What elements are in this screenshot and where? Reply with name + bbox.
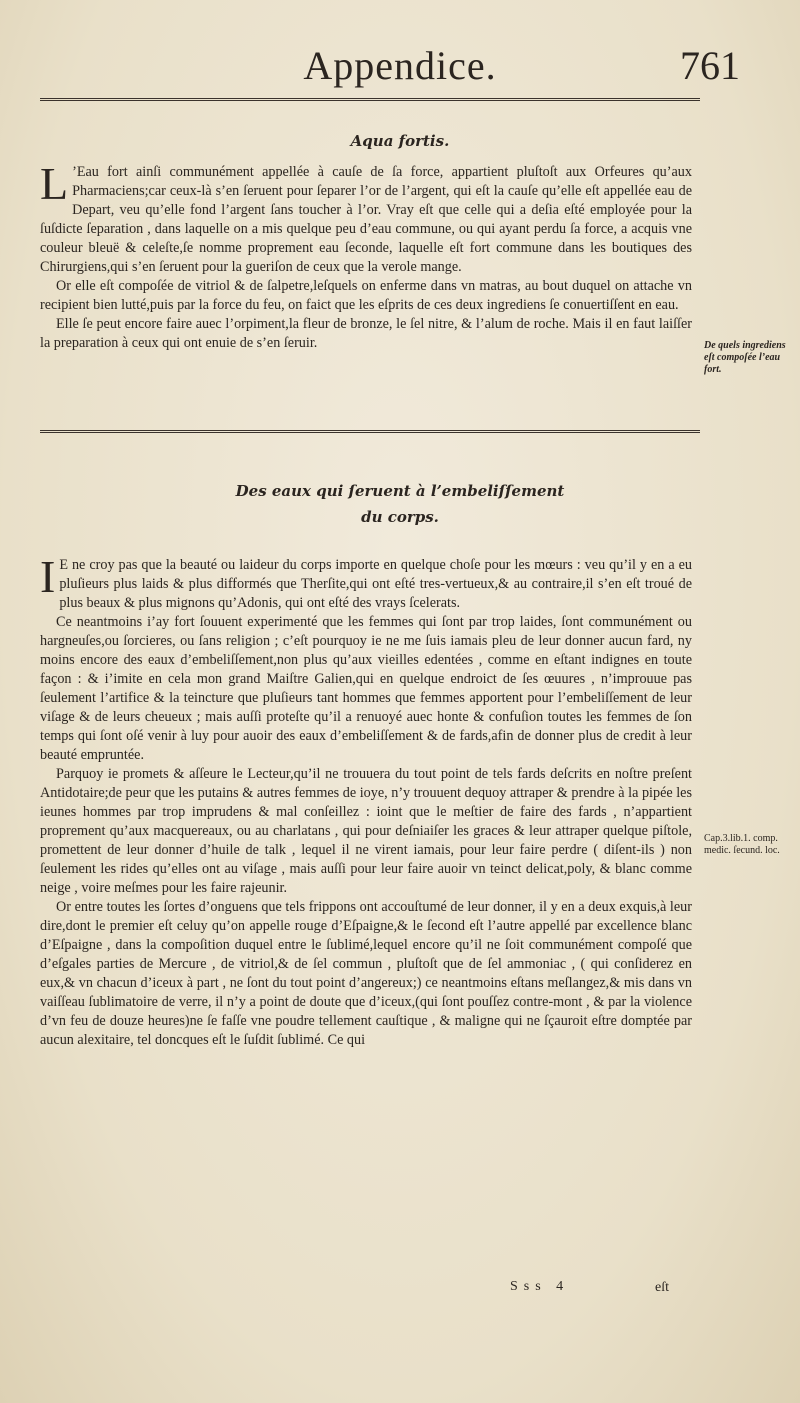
section-aqua-fortis-text xyxy=(40,158,692,353)
section-embellishment-text xyxy=(40,551,692,1050)
running-title: Appendice. xyxy=(303,43,497,88)
paragraph: L ’Eau fort ainſi communément appellée à cauſe de ſa force, appartient pluſtoſt aux Orfeures qu’aux Pharmaciens;car ceux-là s’en ſeruent pour ſeparer l’or de l’argent, qui eſt la cauſe qu’elle eſt appellée eau de Depart, veu qu’elle fond l’argent ſans toucher à l’or. Vray eſt que celle qui a deſia eſté employée pour la ſuſdicte ſeparation , dans laquelle on a mis quelque peu d’eau commune, ou qui ayant perdu ſa force, a acquis vne couleur bleuë & celeſte,ſe nomme proprement eau ſeconde, laquelle eſt fort commune dans les boutiques des Chirurgiens,qui s’en ſeruent pour la gueriſon de ceux que la verole mange. xyxy=(40,158,692,275)
catchword: eſt xyxy=(655,1280,669,1295)
section-title-line: Des eaux qui ſeruent à l’embeliſſement xyxy=(235,482,565,500)
drop-cap: L xyxy=(40,158,69,209)
page-header xyxy=(30,42,770,92)
paragraph: Elle ſe peut encore faire auec l’orpiment,la fleur de bronze, le ſel nitre, & l’alum de roche. Mais il en faut laiſſer la preparation à ceux qui ont enuie de s’en ſeruir. xyxy=(40,316,692,351)
paragraph: Ce neantmoins i’ay fort ſouuent experimenté que les femmes qui ſont par trop laides, ſont communément ou hargneuſes,ou ſorcieres, ou ſans religion ; c’eſt pourquoy ie ne me ſuis iamais pleu de leur donner aucun fard, ny moins encore des eaux d’embeliſſement,non plus qu’aux vieilles edentées , comme en eſtant indignes en toute façon : & i’imite en cela mon grand Maiſtre Galien,qui en quelque endroict de ſes œuures , n’improuue pas ſeulement l’artifice & la teincture que pluſieurs tant hommes que femmes apportent pour l’embeliſſement de leur viſage & de leurs cheueux ; mais auſſi proteſte qu’il a renuoyé auec honte & confuſion toutes les femmes de ſon temps qui ſont oſé venir à luy pour auoir des eaux d’embeliſſement & de fards,afin de donner plus de credit à leur beauté empruntée. xyxy=(40,614,692,763)
paragraph: Parquoy ie promets & aſſeure le Lecteur,qu’il ne trouuera du tout point de tels fards deſcrits en noſtre preſent Antidotaire;de peur que les putains & autres femmes de ioye, n’y trouuent dequoy attraper & prendre à la pipée les ieunes hommes par trop imprudens & mal conſeillez : ioint que le meſtier de faire des fards , n’appartient proprement qu’aux macquereaux, ou au charlatans , qui pour deſniaiſer les graces & leur attraper quelque piſtole, promettent de leur donner d’huile de talk , lequel il ne virent iamais, pour leur faire perdre ( diſent-ils ) non ſeulement les rides qu’elles ont au viſage , mais auſſi pour leur faire auoir vn teinct delicat,poly, & blanc comme neige , voire meſmes pour les faire rajeunir. xyxy=(40,766,692,896)
drop-cap: I xyxy=(40,551,56,602)
paragraph: I E ne croy pas que la beauté ou laideur du corps importe en quelque choſe pour les mœurs : veu qu’il y en a eu pluſieurs plus laids & plus difformés que Therſite,qui ont eſté tres-vertueux,& au contraire,il s’en eſt troué de plus beaux & plus mignons qu’Adonis, qui ont eſté des vrays ſcelerats. xyxy=(40,551,692,611)
paragraph: Or elle eſt compoſée de vitriol & de ſalpetre,leſquels on enferme dans vn matras, au bout duquel on attache vn recipient bien lutté,puis par la force du feu, on faict que les eſprits de ces deux ingrediens ſe conuertiſſent en eau. xyxy=(40,278,692,313)
section-title-line: du corps. xyxy=(361,508,439,526)
header-rule xyxy=(40,98,700,101)
margin-note: De quels ingrediens eſt compoſée l’eau fort. xyxy=(704,340,786,375)
margin-note: Cap.3.lib.1. comp. medic. ſecund. loc. xyxy=(704,833,780,856)
page-number: 761 xyxy=(680,43,740,88)
section-title-embellishment xyxy=(0,478,800,530)
section-rule xyxy=(40,430,700,433)
signature-mark: Sss 4 xyxy=(510,1279,570,1294)
section-title-aqua-fortis: Aqua fortis. xyxy=(350,132,450,150)
paragraph: Or entre toutes les ſortes d’onguens que tels frippons ont accouſtumé de leur donner, il y en a deux exquis,à leur dire,dont le premier eſt celuy qu’on appelle rouge d’Eſpaigne,& le ſecond eſt l’autre appellé par excellence blanc d’Eſpaigne , dans la compoſition duquel entre le ſublimé,lequel encore qu’il ne ſoit communément compoſé que d’eſgales parties de Mercure , de vitriol,& de ſel commun , pluſtoſt que de ſel ammoniac , ( qui conſiderez en eux,& vn chacun d’iceux à part , ne ſont du tout point d’angereux;) ce neantmoins eſtans meſlangez,& mis dans vn vaiſſeau ſublimatoire de verre, il n’y a point de doute que d’iceux,(qui ſont pouſſez contre-mont , & par la violence d’vn feu de douze heures)ne ſe faſſe vne poudre tellement cauſtique , & maligne qui ne ſçauroit eſtre domptée par aucun alexitaire, tel doncques eſt le ſuſdit ſublimé. Ce qui xyxy=(40,899,692,1048)
